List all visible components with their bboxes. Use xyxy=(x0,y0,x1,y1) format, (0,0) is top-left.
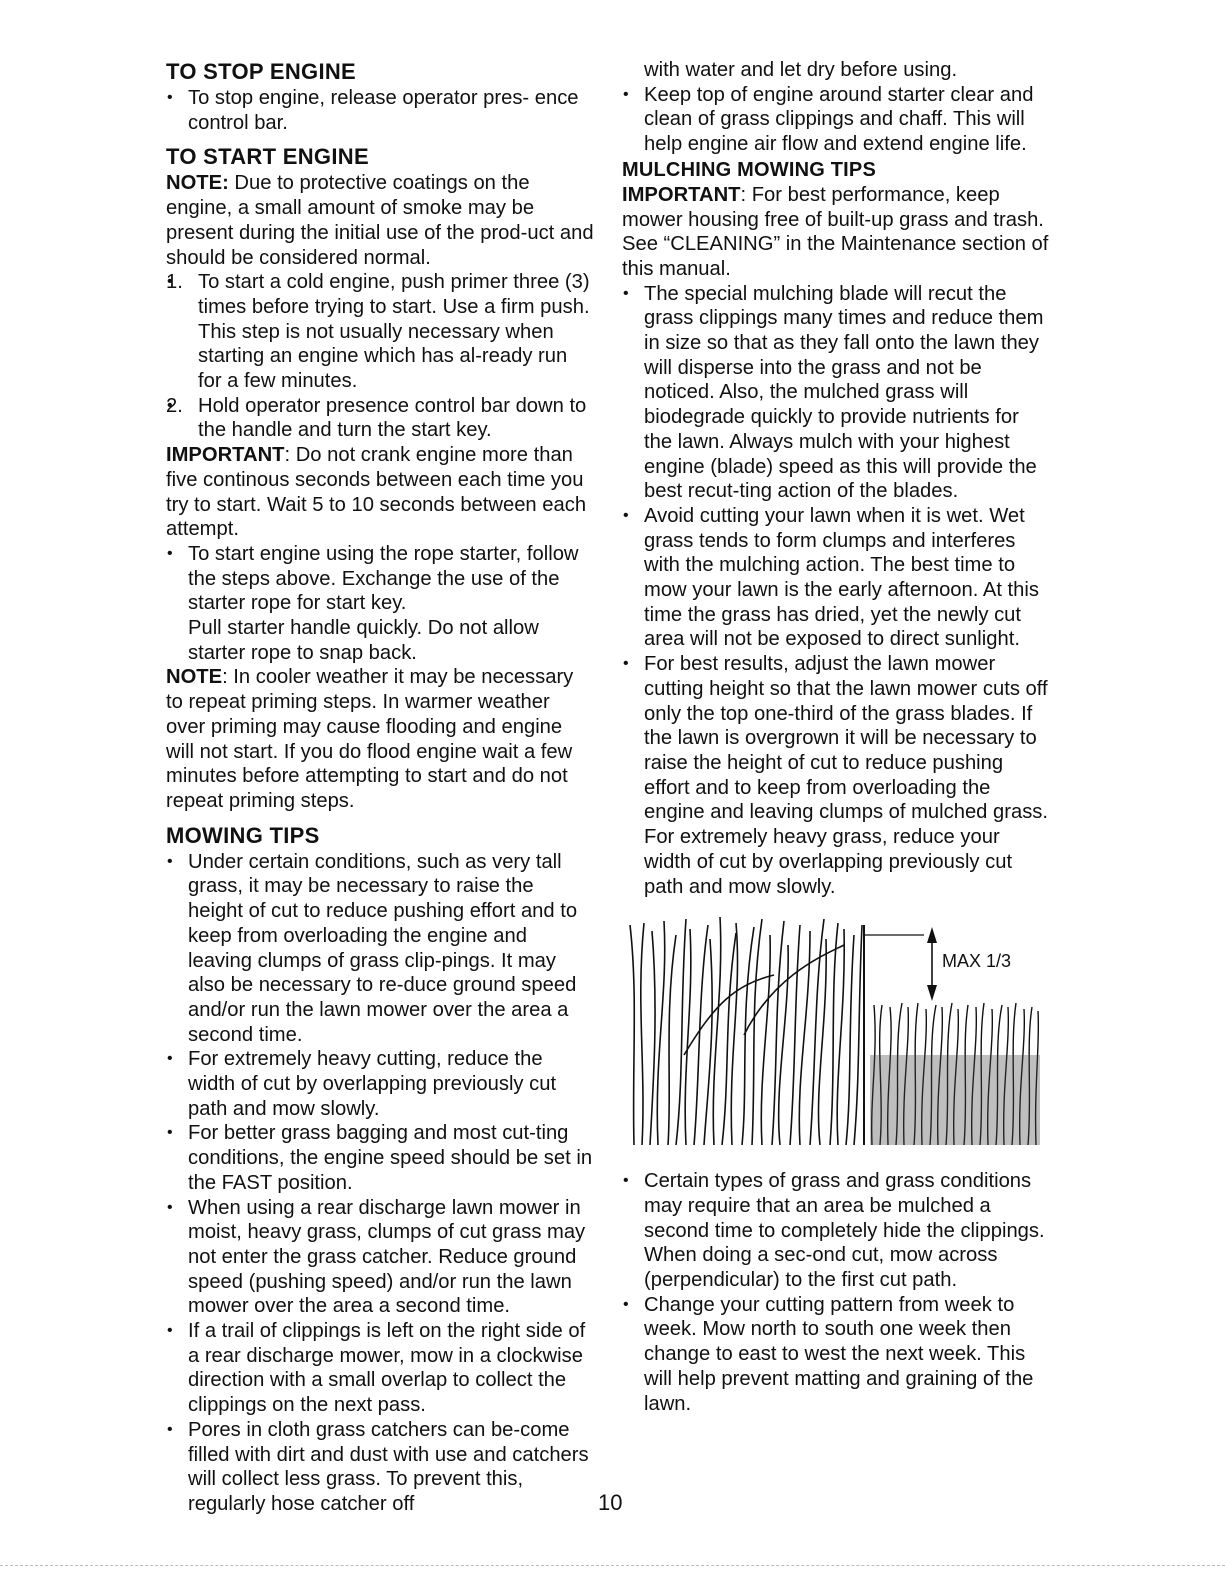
list-item: • For best results, adjust the lawn mower cutting height so that the lawn mower cuts off only the top one-third of the grass blades. If the lawn is overgrown it will be necessary to raise the height of cut to reduce pushing effort and to keep from overloading the engine and leaving clumps of mulched grass. For extremely heavy grass, reduce your width of cut by overlapping previously cut path and mow slowly. xyxy=(622,652,1052,899)
step-text: To start a cold engine, push primer three (3) times before trying to start. Use a firm push. This step is not usually necessary when starting an engine which has al-ready run for a few minutes. xyxy=(198,271,590,393)
carry-over-text: with water and let dry before using. xyxy=(644,59,958,81)
list-item: • Avoid cutting your lawn when it is wet. Wet grass tends to form clumps and interferes with the mulching action. The best time to mow your lawn is the early afternoon. At this time the grass has dried, yet the newly cut area will not be exposed to direct sunlight. xyxy=(622,504,1052,652)
bottom-divider xyxy=(0,1565,1225,1566)
note-text: Due to protective coatings on the engine, a small amount of smoke may be present during the initial use of the prod-uct and should be considered normal. xyxy=(166,172,594,269)
list-item: • For better grass bagging and most cut-ting conditions, the engine speed should be set in the FAST position. xyxy=(166,1121,594,1195)
list-item: • To start engine using the rope starter, follow the steps above. Exchange the use of the starter rope for start key. xyxy=(166,542,594,616)
rope-list xyxy=(166,542,594,616)
grass-cut-height-illustration xyxy=(624,915,1044,1155)
step-number: • 2. xyxy=(166,394,183,417)
important-label: IMPORTANT xyxy=(166,444,285,467)
stop-engine-heading: TO STOP ENGINE xyxy=(166,59,357,84)
list-item: • For extremely heavy cutting, reduce the width of cut by overlapping previously cut path and mow slowly. xyxy=(166,1047,594,1121)
list-item: • Keep top of engine around starter clear and clean of grass clippings and chaff. This will help engine air flow and extend engine life. xyxy=(622,83,1052,157)
list-item: • Certain types of grass and grass conditions may require that an area be mulched a second time to completely hide the clippings. When doing a sec-ond cut, mow across (perpendicular) to the first cut path. xyxy=(622,1169,1052,1293)
list-item: • If a trail of clippings is left on the right side of a rear discharge mower, mow in a clockwise direction with a small overlap to collect the clippings on the next pass. xyxy=(166,1319,594,1418)
priming-note xyxy=(166,665,594,813)
step-text: Hold operator presence control bar down to the handle and turn the start key. xyxy=(198,394,587,442)
important-text: : For best performance, keep mower housing free of built-up grass and trash. See “CLEANING” in the Maintenance section of this manual. xyxy=(622,183,1049,280)
engine-care-list xyxy=(622,83,1052,157)
tall-grass xyxy=(630,917,862,1145)
list-item: • Pores in cloth grass catchers can be-come filled with dirt and dust with use and catchers will collect less grass. To prevent this, regularly hose catcher off xyxy=(166,1418,594,1517)
note2-label: NOTE xyxy=(166,666,223,689)
step-number: • 1. xyxy=(166,271,183,294)
start-steps xyxy=(166,270,594,443)
note-label: NOTE: xyxy=(166,172,229,195)
list-item: • Change your cutting pattern from week to week. Mow north to south one week then change to east to west the next week. This will help prevent matting and graining of the lawn. xyxy=(622,1293,1052,1417)
list-item: • When using a rear discharge lawn mower in moist, heavy grass, clumps of cut grass may not enter the grass catcher. Reduce ground speed (pushing speed) and/or run the lawn mower over the area a second time. xyxy=(166,1196,594,1320)
mulching-important xyxy=(622,183,1052,282)
cut-grass-shading xyxy=(870,1055,1040,1145)
important-note xyxy=(166,443,594,542)
list-item: • To stop engine, release operator pres- ence control bar. xyxy=(166,86,594,135)
mulching-list xyxy=(622,282,1052,900)
list-item: • The special mulching blade will recut the grass clippings many times and reduce them in size so that as they fall onto the lawn they will disperse into the grass and not be noticed. Also, the mulched grass will biodegrade quickly to provide nutrients for the lawn. Always mulch with your highest engine (blade) speed as this will provide the best recut-ting action of the blades. xyxy=(622,282,1052,504)
left-column xyxy=(166,58,594,1517)
note2-text: : In cooler weather it may be necessary to repeat priming steps. In warmer weather over priming may cause flooding and engine will not start. If you do flood engine wait a few minutes before attempting to start and do not repeat priming steps. xyxy=(166,666,574,812)
mulching-heading: MULCHING MOWING TIPS xyxy=(622,158,876,181)
step-item xyxy=(166,270,594,394)
stop-engine-list xyxy=(166,86,594,135)
important-label: IMPORTANT xyxy=(622,183,741,206)
start-note xyxy=(166,171,594,270)
max-cut-label: MAX 1/3 xyxy=(942,951,1012,972)
arrow-down-icon xyxy=(927,985,937,1001)
right-column xyxy=(622,58,1052,1416)
rope-continuation: Pull starter handle quickly. Do not allow starter rope to snap back. xyxy=(188,617,539,664)
mulching-list-after xyxy=(622,1169,1052,1416)
page-number: 10 xyxy=(598,1490,623,1515)
start-engine-heading: TO START ENGINE xyxy=(166,144,369,170)
step-item xyxy=(166,394,594,443)
mowing-tips-heading: MOWING TIPS xyxy=(166,822,320,848)
mowing-tips-list xyxy=(166,850,594,1517)
important-text: : Do not crank engine more than five continous seconds between each time you try to start. Wait 5 to 10 seconds between each attempt. xyxy=(166,444,587,541)
list-item: • Under certain conditions, such as very tall grass, it may be necessary to raise the height of cut to reduce pushing effort and to keep from overloading the engine and leaving clumps of grass clip-pings. It may also be necessary to re-duce ground speed and/or run the lawn mower over the area a second time. xyxy=(166,850,594,1048)
arrow-up-icon xyxy=(927,927,937,943)
